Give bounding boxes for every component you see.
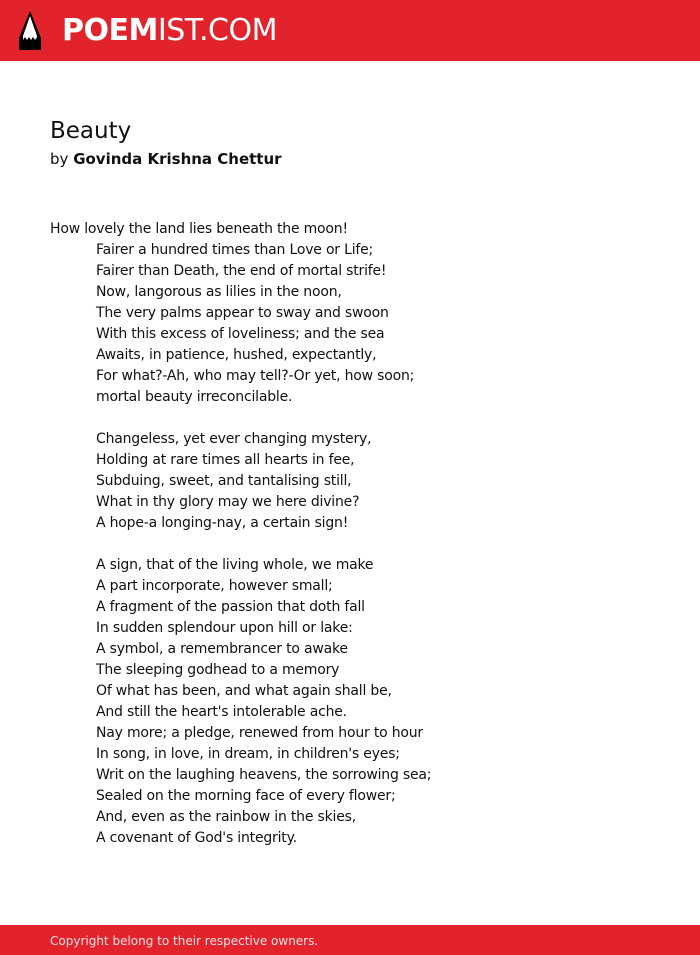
poem-line: In sudden splendour upon hill or lake: — [96, 620, 353, 636]
poem-line: Sealed on the morning face of every flower; — [96, 788, 396, 804]
poem-line: A covenant of God's integrity. — [96, 830, 297, 846]
poem-body — [50, 219, 650, 849]
poem-line: mortal beauty irreconcilable. — [96, 389, 293, 405]
poem-line: The sleeping godhead to a memory — [96, 662, 340, 678]
poem-line: For what?-Ah, who may tell?-Or yet, how soon; — [96, 368, 415, 384]
poem-line: Fairer than Death, the end of mortal strife! — [96, 263, 387, 279]
poem-line: Awaits, in patience, hushed, expectantly, — [96, 347, 377, 363]
stanza-break — [50, 408, 650, 429]
poem-line: Subduing, sweet, and tantalising still, — [96, 473, 352, 489]
poem-stanza — [50, 219, 650, 408]
poem-line: Changeless, yet ever changing mystery, — [96, 431, 372, 447]
poem-line: What in thy glory may we here divine? — [96, 494, 360, 510]
brand-light-text: IST.COM — [157, 13, 277, 48]
poem-line: Fairer a hundred times than Love or Life; — [96, 242, 374, 258]
poem-line: Writ on the laughing heavens, the sorrowing sea; — [96, 767, 432, 783]
author-name: Govinda Krishna Chettur — [73, 150, 282, 168]
poem-line: The very palms appear to sway and swoon — [96, 305, 389, 321]
poem-line: Now, langorous as lilies in the noon, — [96, 284, 342, 300]
poem-line: A symbol, a remembrancer to awake — [96, 641, 348, 657]
poem-title: Beauty — [50, 118, 132, 144]
pen-nib-icon[interactable] — [17, 10, 43, 52]
poem-line: With this excess of loveliness; and the sea — [96, 326, 385, 342]
stanza-break — [50, 534, 650, 555]
poem-line: Holding at rare times all hearts in fee, — [96, 452, 355, 468]
footer-bar — [0, 925, 700, 955]
brand-bold-text: POEM — [62, 13, 158, 48]
poem-line: And, even as the rainbow in the skies, — [96, 809, 356, 825]
poem-stanza — [50, 429, 650, 534]
poem-line: Nay more; a pledge, renewed from hour to hour — [96, 725, 423, 741]
poem-line: A fragment of the passion that doth fall — [96, 599, 365, 615]
poem-stanza — [50, 555, 650, 849]
header-bar — [0, 0, 700, 61]
poem-line: How lovely the land lies beneath the moon! — [50, 221, 348, 237]
poem-line: In song, in love, in dream, in children's eyes; — [96, 746, 400, 762]
poem-line: A sign, that of the living whole, we make — [96, 557, 374, 573]
site-logo[interactable] — [62, 12, 277, 50]
byline — [50, 149, 282, 169]
poem-line: A hope-a longing-nay, a certain sign! — [96, 515, 349, 531]
by-label: by — [50, 150, 69, 168]
poem-line: A part incorporate, however small; — [96, 578, 333, 594]
poem-line: Of what has been, and what again shall be, — [96, 683, 392, 699]
poem-line: And still the heart's intolerable ache. — [96, 704, 347, 720]
copyright-text: Copyright belong to their respective owners. — [50, 934, 319, 948]
